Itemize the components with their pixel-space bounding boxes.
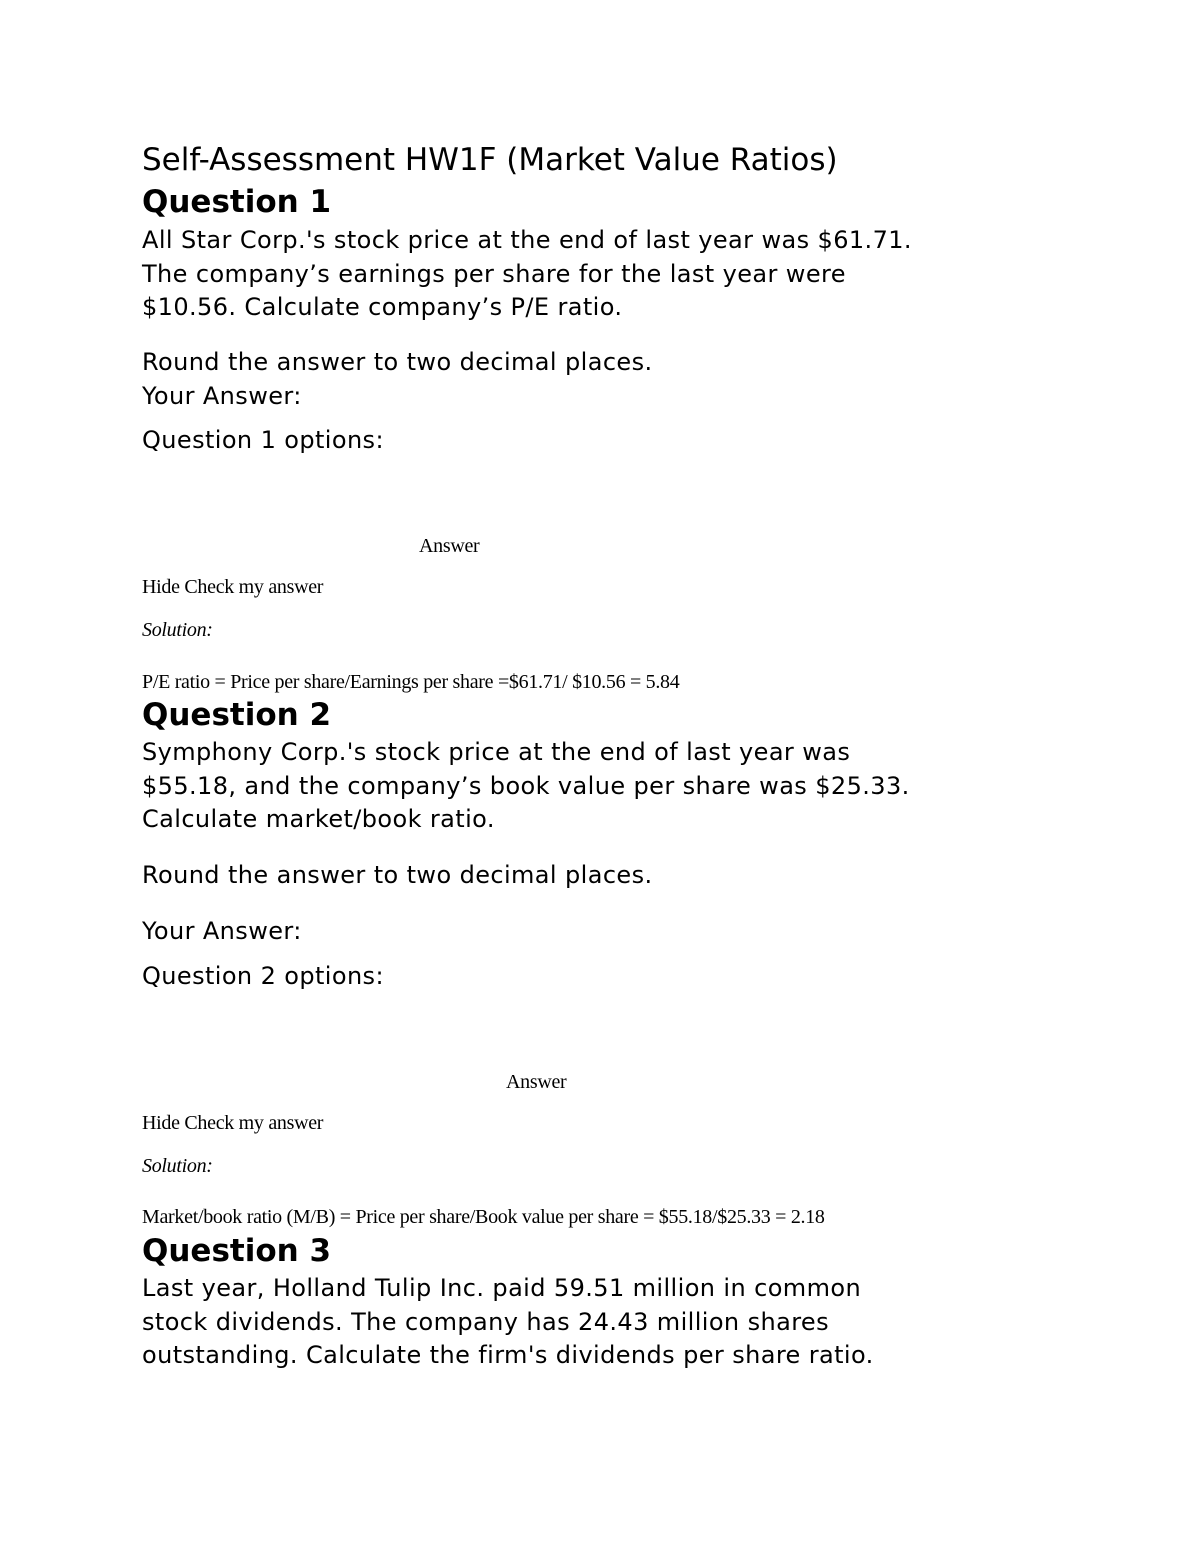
question-3-line-2: stock dividends. The company has 24.43 million shares xyxy=(142,1307,830,1336)
question-3-body xyxy=(142,1272,874,1373)
question-1-answer-label: Answer xyxy=(419,535,480,557)
question-2-heading: Question 2 xyxy=(142,697,332,733)
question-1-your-answer-label: Your Answer: xyxy=(142,382,302,410)
question-1-options-label: Question 1 options: xyxy=(142,426,384,454)
question-2-round-note: Round the answer to two decimal places. xyxy=(142,861,653,889)
question-1-solution-text: P/E ratio = Price per share/Earnings per share =$61.71/ $10.56 = 5.84 xyxy=(142,671,680,693)
question-1-solution-label: Solution: xyxy=(142,619,213,641)
question-1-heading: Question 1 xyxy=(142,184,332,220)
question-1-body xyxy=(142,224,912,325)
question-3-heading: Question 3 xyxy=(142,1233,332,1269)
question-2-hide-check-answer[interactable]: Hide Check my answer xyxy=(142,1112,324,1134)
question-3-line-3: outstanding. Calculate the firm's dividends per share ratio. xyxy=(142,1341,874,1369)
document-title: Self-Assessment HW1F (Market Value Ratios) xyxy=(142,142,838,178)
question-2-solution-label: Solution: xyxy=(142,1155,213,1177)
question-2-line-3: Calculate market/book ratio. xyxy=(142,805,495,833)
question-3-line-1: Last year, Holland Tulip Inc. paid 59.51 million in common xyxy=(142,1274,862,1302)
question-2-your-answer-label: Your Answer: xyxy=(142,917,302,945)
question-2-line-1: Symphony Corp.'s stock price at the end of last year was xyxy=(142,738,851,766)
question-1-line-3: $10.56. Calculate company’s P/E ratio. xyxy=(142,293,623,321)
question-2-body xyxy=(142,736,910,837)
question-1-line-1: All Star Corp.'s stock price at the end of last year was $61.71. xyxy=(142,226,912,254)
question-1-line-2: The company’s earnings per share for the last year were xyxy=(142,259,846,288)
question-1-round-note: Round the answer to two decimal places. xyxy=(142,348,653,376)
question-2-line-2: $55.18, and the company’s book value per share was $25.33. xyxy=(142,771,910,800)
question-1-hide-check-answer[interactable]: Hide Check my answer xyxy=(142,576,324,598)
question-2-answer-label: Answer xyxy=(506,1071,567,1093)
question-2-solution-text: Market/book ratio (M/B) = Price per share/Book value per share = $55.18/$25.33 = 2.18 xyxy=(142,1206,825,1228)
question-2-options-label: Question 2 options: xyxy=(142,962,384,990)
